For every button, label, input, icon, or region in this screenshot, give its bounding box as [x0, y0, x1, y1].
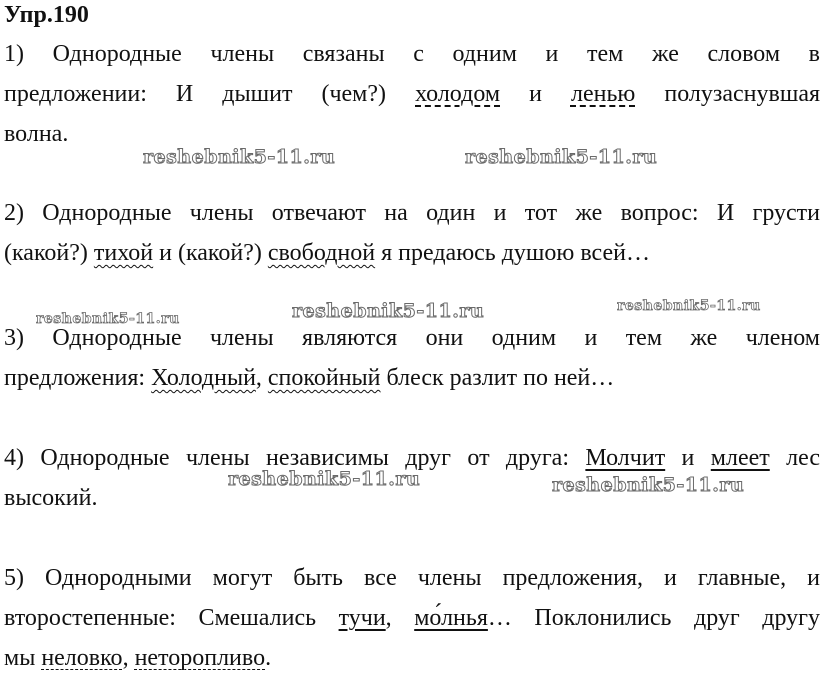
- p5-word-1: тучи: [338, 605, 386, 631]
- p3-word-2: спокойный: [267, 365, 381, 391]
- p5-word-2: мо́лнья: [414, 605, 488, 631]
- p4-word-1: Молчит: [585, 445, 666, 471]
- p1-word-1: холодом: [415, 81, 501, 107]
- p1-line-1: 1) Однородные члены связаны с одним и тем же словом в: [4, 41, 820, 67]
- p2-line-1: 2) Однородные члены отвечают на один и тот же вопрос: И грусти: [4, 200, 820, 226]
- exercise-title: Упр.190: [4, 2, 89, 28]
- p1-line-3: волна.: [4, 121, 69, 147]
- p3-line-2: предложения: Холодный, спокойный блеск разлит по ней…: [4, 365, 615, 391]
- p5-line-3: мы неловко, неторопливо.: [4, 645, 272, 671]
- p3-line-1: 3) Однородные члены являются они одним и тем же членом: [4, 325, 820, 351]
- paragraph-2: [4, 193, 820, 273]
- p4-line-1: 4) Однородные члены независимы друг от друга: Молчит и млеет лес: [4, 445, 821, 471]
- p2-word-1: тихой: [93, 240, 154, 266]
- watermark-3: reshebnik5-11.ru: [36, 311, 180, 327]
- watermark-6: reshebnik5-11.ru: [228, 468, 421, 490]
- p5-word-3: неловко: [41, 645, 123, 671]
- watermark-2: reshebnik5-11.ru: [465, 146, 658, 168]
- p2-line-2: (какой?) тихой и (какой?) свободной я предаюсь душою всей…: [4, 240, 650, 266]
- watermark-7: reshebnik5-11.ru: [552, 474, 745, 496]
- paragraph-1: [4, 34, 820, 154]
- watermark-4: reshebnik5-11.ru: [292, 300, 485, 322]
- p4-line-2: высокий.: [4, 485, 98, 511]
- paragraph-3: [4, 318, 820, 398]
- p4-word-2: млеет: [710, 445, 770, 471]
- paragraph-5: [4, 558, 820, 678]
- p1-line-2: предложении: И дышит (чем?) холодом и ленью полузаснувшая: [4, 81, 821, 107]
- p5-line-1: 5) Однородными могут быть все члены предложения, и главные, и: [4, 565, 820, 591]
- p2-word-2: свободной: [267, 240, 376, 266]
- p5-word-4: неторопливо: [134, 645, 266, 671]
- p1-word-2: ленью: [570, 81, 636, 107]
- watermark-1: reshebnik5-11.ru: [143, 146, 336, 168]
- p5-line-2: второстепенные: Смешались тучи, мо́лнья… Поклонились друг другу: [4, 605, 820, 631]
- watermark-5: reshebnik5-11.ru: [617, 298, 761, 314]
- p3-word-1: Холодный: [151, 365, 256, 391]
